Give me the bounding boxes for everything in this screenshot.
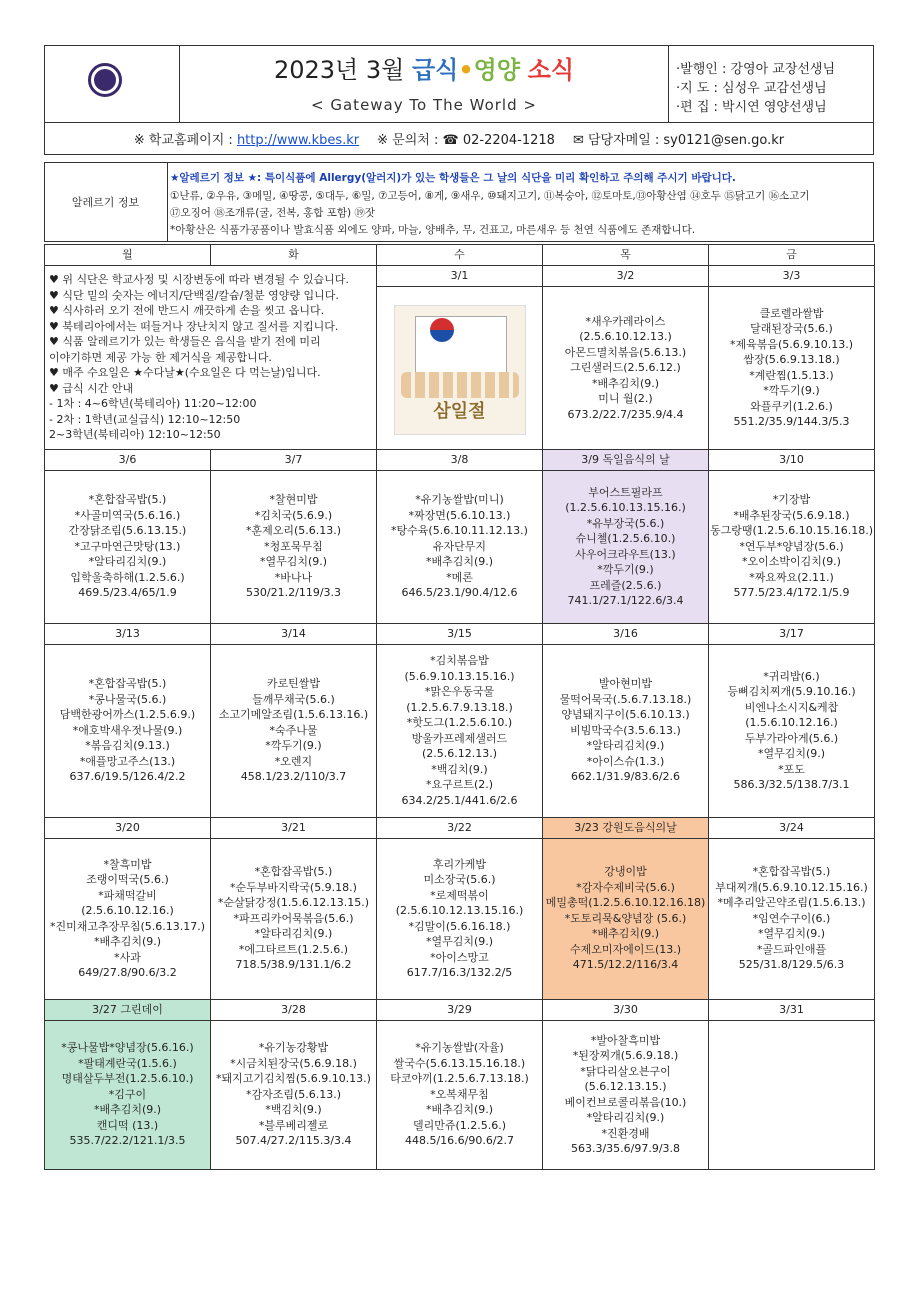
weekday-wed: 수 <box>377 245 543 266</box>
staff-supervisor: ·지 도 : 심성우 교감선생님 <box>676 81 827 96</box>
notice-line: ♥ 식단 밑의 숫자는 에너지/단백질/칼슘/철분 영양량 입니다. <box>49 288 339 302</box>
menu-item: *닭다리살오븐구이 <box>580 1064 671 1078</box>
menu-item: *아이스망고 <box>430 950 489 964</box>
allergy-notice: ★알레르기 정보 ★: 특이식품에 Allergy(알러지)가 있는 학생들은 그 날의 식단을 미리 확인하고 주의해 주시기 바랍니다. <box>170 172 736 184</box>
menu-item: *사골미역국(5.6.16.) <box>74 508 181 522</box>
menu-cell-tue <box>211 470 377 623</box>
menu-item: *연두부*양념장(5.6.) <box>739 539 844 553</box>
menu-item: *콩나물국(5.6.) <box>88 692 167 706</box>
menu-item: 부대찌개(5.6.9.10.12.15.16.) <box>715 880 868 894</box>
menu-item: (1.5.6.10.12.16.) <box>745 716 838 729</box>
menu-item: 쌈장(5.6.9.13.18.) <box>743 353 840 367</box>
menu-item: *포도 <box>778 762 805 776</box>
date-cell-wed: 3/29 <box>377 999 543 1020</box>
menu-cell-fri <box>709 644 875 817</box>
nutrition-values: 741.1/27.1/122.6/3.4 <box>567 594 684 607</box>
menu-cell-mon <box>45 470 211 623</box>
menu-item: *기장밥 <box>772 493 811 507</box>
menu-item: *골드파인애플 <box>756 942 827 956</box>
nutrition-values: 673.2/22.7/235.9/4.4 <box>567 407 684 421</box>
date-cell-fri: 3/10 <box>709 449 875 470</box>
menu-item: *파프리카어묵볶음(5.6.) <box>233 911 354 925</box>
date-cell-tue: 3/28 <box>211 999 377 1020</box>
menu-cell-tue <box>211 838 377 999</box>
menu-item: 조랭이떡국(5.6.) <box>86 873 169 886</box>
menu-item: *순두부바지락국(5.9.18.) <box>230 880 357 894</box>
homepage-label: ※ 학교홈페이지 : <box>133 133 233 148</box>
date-cell-thu: 3/23 강원도음식의날 <box>543 817 709 838</box>
menu-item: 사우어크라우트(13.) <box>575 547 676 561</box>
menu-item: *순살닭강정(1.5.6.12.13.15.) <box>217 896 370 910</box>
menu-item: *배추김치(9.) <box>425 1103 494 1117</box>
menu-item: *계란찜(1.5.13.) <box>749 368 834 382</box>
menu-cell-wed <box>377 1020 543 1169</box>
menu-item: *콩나물밥*양념장(5.6.16.) <box>61 1041 194 1055</box>
menu-item: *김치국(5.6.9.) <box>254 508 333 522</box>
date-cell-thu: 3/9 독일음식의 날 <box>543 449 709 470</box>
menu-item: *고구마연근맛탕(13.) <box>74 539 181 553</box>
menu-cell-tue <box>211 644 377 817</box>
nutrition-values: 637.6/19.5/126.4/2.2 <box>69 770 186 784</box>
allergy-sulfite-note: *아황산은 식품가공품이나 발효식품 외에도 양파, 마늘, 양배추, 무, 건표고, 마른새우 등 천연 식품에도 존재합니다. <box>170 224 696 236</box>
menu-item: *숙주나물 <box>269 723 318 737</box>
menu-item: 방울카프레제샐러드 <box>411 731 508 745</box>
date-cell-wed: 3/15 <box>377 623 543 644</box>
menu-item: *탕수육(5.6.10.11.12.13.) <box>391 524 528 538</box>
nutrition-values: 530/21.2/119/3.3 <box>245 586 342 600</box>
menu-item: *유기농쌀밥(자율) <box>415 1041 504 1055</box>
menu-item: *애플망고주스(13.) <box>79 754 176 768</box>
date-cell-mon: 3/13 <box>45 623 211 644</box>
date-cell-thu: 3/30 <box>543 999 709 1020</box>
menu-item: *파채떡갈비 <box>98 888 157 902</box>
menu-item: *진환경배 <box>601 1126 650 1140</box>
date-cell-fri: 3/3 <box>709 266 875 287</box>
menu-item: *맑은우동국물 <box>424 685 495 698</box>
menu-item: (5.6.9.10.13.15.16.) <box>404 669 515 683</box>
allergy-list-1: ①난류, ②우유, ③메밀, ④땅콩, ⑤대두, ⑥밀, ⑦고등어, ⑧게, ⑨새우, ⑩돼지고기, ⑪복숭아, ⑫토마토,⑬아황산염 ⑭호두 ⑮닭고기 ⑯소고기 <box>170 190 810 202</box>
menu-item: *김말이(5.6.16.18.) <box>408 919 511 933</box>
menu-item: *짜요짜요(2.11.) <box>749 570 834 584</box>
notice-line: 2~3학년(북테리아) 12:10~12:50 <box>49 428 221 441</box>
menu-item: 양념돼지구이(5.6.10.13.) <box>561 708 690 722</box>
menu-item: *백김치(9.) <box>431 762 488 776</box>
menu-item: *팔태계란국(1.5.6.) <box>78 1056 177 1070</box>
people-graphic <box>401 372 519 398</box>
menu-item: 등뼈김치찌개(5.9.10.16.) <box>727 685 856 698</box>
menu-cell-thu <box>543 1020 709 1169</box>
menu-item: *오복채무침 <box>430 1087 489 1101</box>
nutrition-values: 551.2/35.9/144.3/5.3 <box>733 415 850 429</box>
menu-item: *배추김치(9.) <box>591 927 660 941</box>
nutrition-values: 469.5/23.4/65/1.9 <box>78 586 177 600</box>
notice-line: ♥ 북테리아에서는 떠들거나 장난치지 않고 질서를 지킵니다. <box>49 319 339 333</box>
menu-cell-wed <box>377 287 543 449</box>
menu-item: *찰흑미밥 <box>103 857 152 871</box>
date-cell-mon: 3/6 <box>45 449 211 470</box>
menu-item: *짜장면(5.6.10.13.) <box>408 508 511 522</box>
menu-item: *에그타르트(1.2.5.6.) <box>238 942 349 956</box>
menu-item: 그린샐러드(2.5.6.12.) <box>570 361 681 375</box>
menu-item: 명태살두부전(1.2.5.6.10.) <box>61 1072 194 1086</box>
date-cell-thu: 3/16 <box>543 623 709 644</box>
menu-item: *배추된장국(5.6.9.18.) <box>733 508 850 522</box>
menu-item: 동그랑땡(1.2.5.6.10.15.16.18.) <box>709 524 874 538</box>
nutrition-values: 617.7/16.3/132.2/5 <box>406 966 513 979</box>
menu-item: (2.5.6.10.12.13.) <box>579 330 672 344</box>
nutrition-values: 507.4/27.2/115.3/3.4 <box>235 1134 352 1148</box>
menu-item: *감자조림(5.6.13.) <box>245 1087 342 1101</box>
menu-item: *혼합잡곡밥(5.) <box>88 493 167 507</box>
nutrition-values: 577.5/23.4/172.1/5.9 <box>733 586 850 600</box>
title-part-3: 영양 <box>473 56 521 84</box>
date-cell-fri: 3/31 <box>709 999 875 1020</box>
menu-item: *도토리묵&양념장 (5.6.) <box>564 911 687 925</box>
menu-row <box>45 838 875 999</box>
contact-bar <box>44 123 874 155</box>
menu-cell-tue <box>211 1020 377 1169</box>
menu-item: *메추리알곤약조림(1.5.6.13.) <box>717 896 866 910</box>
notice-line: - 1차 : 4~6학년(북테리아) 11:20~12:00 <box>49 397 257 410</box>
weekday-thu: 목 <box>543 245 709 266</box>
nutrition-values: 586.3/32.5/138.7/3.1 <box>733 778 850 791</box>
menu-item: 미소장국(5.6.) <box>423 873 496 886</box>
menu-item: *열무김치(9.) <box>259 555 328 569</box>
menu-item: *김구이 <box>108 1087 147 1101</box>
menu-item: 달래된장국(5.6.) <box>750 322 833 336</box>
menu-item: *깍두기(9.) <box>265 739 322 753</box>
date-cell-thu: 3/2 <box>543 266 709 287</box>
nutrition-values: 563.3/35.6/97.9/3.8 <box>570 1142 681 1155</box>
nutrition-values: 525/31.8/129.5/6.3 <box>738 958 845 972</box>
menu-item: *유기농쌀밥(미니) <box>415 493 504 507</box>
title-part-2: • <box>458 56 474 84</box>
menu-item: *깍두기(9.) <box>763 384 820 398</box>
menu-cell-mon <box>45 1020 211 1169</box>
flag-icon <box>415 316 507 378</box>
menu-item: (2.5.6.10.12.13.15.16.) <box>395 904 524 917</box>
menu-item: *혼합잡곡밥(5.) <box>254 865 333 879</box>
menu-cell-thu <box>543 644 709 817</box>
menu-item: *알타리김치(9.) <box>586 739 665 753</box>
email-label: ✉ 담당자메일 : <box>572 133 660 148</box>
menu-item: 베이컨브로콜리볶음(10.) <box>564 1095 687 1109</box>
menu-item: *임연수구이(6.) <box>752 911 831 925</box>
menu-row <box>45 1020 875 1169</box>
menu-item: *배추김치(9.) <box>93 935 162 948</box>
date-cell-tue: 3/21 <box>211 817 377 838</box>
allergy-list-2: ⑰오징어 ⑱조개류(굴, 전복, 홍합 포함) ⑲잣 <box>170 207 376 219</box>
menu-item: 미니 월(2.) <box>598 392 653 406</box>
independence-day-illustration <box>394 305 526 435</box>
nutrition-values: 646.5/23.1/90.4/12.6 <box>401 586 518 600</box>
menu-item: 캔디떡 (13.) <box>96 1118 159 1132</box>
notice-line: ♥ 식품 알레르기가 있는 학생들은 음식을 받기 전에 미리 <box>49 335 321 348</box>
menu-cell-fri <box>709 287 875 449</box>
menu-item: *시금치된장국(5.6.9.18.) <box>230 1056 357 1070</box>
phone-group <box>377 129 555 148</box>
phone-number: ☎ 02-2204-1218 <box>442 133 555 148</box>
menu-item: *김치볶음밥 <box>430 654 489 667</box>
menu-item: 물떡어묵국(.5.6.7.13.18.) <box>559 692 692 706</box>
date-cell-tue: 3/14 <box>211 623 377 644</box>
menu-item: *유기농강황밥 <box>258 1041 329 1055</box>
menu-item: 입학울축하해(1.2.5.6.) <box>70 570 185 584</box>
menu-item: *유부장국(5.6.) <box>586 516 665 530</box>
date-row <box>45 999 875 1020</box>
menu-item: *핫도그(1.2.5.6.10.) <box>406 716 513 729</box>
menu-item: *배추김치(9.) <box>93 1103 162 1117</box>
date-cell-wed: 3/1 <box>377 266 543 287</box>
menu-item: 클로렐라쌀밥 <box>759 306 824 320</box>
menu-item: *백김치(9.) <box>265 1103 322 1117</box>
homepage-group <box>134 129 359 148</box>
menu-item: 소고기메알조림(1.5.6.13.16.) <box>218 708 369 722</box>
menu-item: *로제떡볶이 <box>430 888 489 902</box>
menu-item: *혼합잡곡밥(5.) <box>752 865 831 879</box>
title-part-1: 급식 <box>411 56 459 84</box>
menu-item: 카로틴쌀밥 <box>266 677 321 691</box>
menu-item: *제육볶음(5.6.9.10.13.) <box>729 337 854 351</box>
menu-item: *된장찌개(5.6.9.18.) <box>572 1049 679 1062</box>
menu-item: 담백한광어까스(1.2.5.6.9.) <box>59 708 196 722</box>
staff-publisher: ·발행인 : 강영아 교장선생님 <box>676 62 836 77</box>
menu-item: 메밀총떡(1.2.5.6.10.12.16.18) <box>545 896 706 910</box>
date-row <box>45 266 875 287</box>
menu-cell-thu <box>543 287 709 449</box>
menu-item: *훈제오리(5.6.13.) <box>245 524 342 538</box>
date-cell-tue: 3/7 <box>211 449 377 470</box>
menu-item: *아이스슈(1.3.) <box>586 754 665 768</box>
menu-item: 타코야끼(1.2.5.6.7.13.18.) <box>390 1072 529 1086</box>
menu-item: 슈니첼(1.2.5.6.10.) <box>575 532 676 545</box>
menu-item: 비빔막국수(3.5.6.13.) <box>570 723 681 737</box>
date-cell-wed: 3/8 <box>377 449 543 470</box>
menu-item: 비엔나소시지&케찹 <box>744 700 839 714</box>
menu-item: 부어스트필라프 <box>588 485 663 499</box>
menu-cell-wed <box>377 644 543 817</box>
menu-cell-mon <box>45 644 211 817</box>
nutrition-values: 662.1/31.9/83.6/2.6 <box>570 770 681 784</box>
phone-label: ※ 문의처 : <box>377 133 439 148</box>
page-title <box>180 50 668 85</box>
menu-item: 들깨무채국(5.6.) <box>252 692 335 706</box>
menu-item: *알타리김치(9.) <box>88 555 167 569</box>
menu-item: *찰현미밥 <box>269 493 318 507</box>
menu-item: *청포묵무침 <box>264 539 323 553</box>
menu-cell-fri <box>709 1020 875 1169</box>
email-address[interactable]: sy0121@sen.go.kr <box>663 133 785 148</box>
menu-calendar <box>44 244 875 1170</box>
menu-item: 후리가케밥 <box>432 857 487 871</box>
taegeuk-icon <box>430 318 454 342</box>
menu-cell-wed <box>377 838 543 999</box>
menu-row <box>45 470 875 623</box>
date-cell-mon: 3/27 그린데이 <box>45 999 211 1020</box>
menu-item: (2.5.6.12.13.) <box>421 747 498 760</box>
menu-item: *오이소박이김치(9.) <box>742 555 841 569</box>
menu-item: (2.5.6.10.12.16.) <box>81 904 174 917</box>
email-group <box>573 129 784 148</box>
menu-item: *열무김치(9.) <box>757 747 826 760</box>
menu-cell-mon <box>45 838 211 999</box>
date-row <box>45 817 875 838</box>
nutrition-values: 448.5/16.6/90.6/2.7 <box>404 1134 515 1148</box>
menu-item: 유자단무지 <box>432 539 487 553</box>
school-logo <box>88 63 122 97</box>
date-cell-fri: 3/17 <box>709 623 875 644</box>
menu-row <box>45 644 875 817</box>
page-subtitle: < Gateway To The World > <box>311 96 537 114</box>
menu-item: 강냉이밥 <box>604 865 647 879</box>
homepage-link[interactable]: http://www.kbes.kr <box>236 133 360 148</box>
menu-item: *바나나 <box>274 570 313 584</box>
nutrition-values: 471.5/12.2/116/3.4 <box>572 958 679 972</box>
menu-item: *발아찰흑미밥 <box>590 1033 661 1047</box>
menu-item: 수제오미자에이드(13.) <box>569 942 682 956</box>
menu-item: 프레즐(2.5.6.) <box>589 578 662 592</box>
notice-line: ♥ 매주 수요일은 ★수다날★(수요일은 다 먹는날)입니다. <box>49 366 321 379</box>
menu-item: 발아현미밥 <box>598 677 653 691</box>
weekday-tue: 화 <box>211 245 377 266</box>
menu-item: 와플쿠키(1.2.6.) <box>750 399 833 413</box>
menu-item: *알타리김치(9.) <box>586 1111 665 1124</box>
menu-item: *요구르트(2.) <box>425 778 494 791</box>
menu-item: (5.6.12.13.15.) <box>584 1080 667 1093</box>
menu-item: *감자수제비국(5.6.) <box>576 880 675 894</box>
menu-item: *열무김치(9.) <box>425 935 494 948</box>
menu-cell-fri <box>709 838 875 999</box>
menu-item: *애호박새우젓나물(9.) <box>72 723 183 737</box>
menu-item: *깍두기(9.) <box>597 563 654 576</box>
notice-line: 이야기하면 제공 가능 한 제거식을 제공합니다. <box>49 350 272 364</box>
weekday-header-row <box>45 245 875 266</box>
menu-item: *알타리김치(9.) <box>254 927 333 941</box>
nutrition-values: 535.7/22.2/121.1/3.5 <box>69 1134 186 1148</box>
menu-item: *열무김치(9.) <box>757 927 826 941</box>
notice-box <box>45 266 377 450</box>
menu-cell-thu <box>543 470 709 623</box>
staff-editor: ·편 집 : 박시연 영양선생님 <box>676 100 827 115</box>
date-cell-wed: 3/22 <box>377 817 543 838</box>
menu-item: *돼지고기김치찜(5.6.9.10.13.) <box>216 1072 371 1086</box>
menu-cell-wed <box>377 470 543 623</box>
menu-item: *블루베리젤로 <box>258 1118 329 1132</box>
title-part-4: 소식 <box>527 56 575 84</box>
menu-item: *볶음김치(9.13.) <box>85 739 170 753</box>
menu-item: 쌀국수(5.6.13.15.16.18.) <box>393 1056 526 1070</box>
menu-item: (1.2.5.6.10.13.15.16.) <box>565 501 686 514</box>
menu-item: *배추김치(9.) <box>425 555 494 569</box>
menu-cell-fri <box>709 470 875 623</box>
menu-item: *진미채고추장무침(5.6.13.17.) <box>49 919 206 933</box>
nutrition-values: 649/27.8/90.6/3.2 <box>78 966 177 979</box>
allergy-label: 알레르기 정보 <box>44 162 168 242</box>
weekday-mon: 월 <box>45 245 211 266</box>
nutrition-values: 718.5/38.9/131.1/6.2 <box>235 958 352 972</box>
illustration-label: 삼일절 <box>433 400 486 422</box>
menu-item: 아몬드멸치볶음(5.6.13.) <box>564 345 687 359</box>
notice-line: ♥ 급식 시간 안내 <box>49 381 134 395</box>
menu-cell-thu <box>543 838 709 999</box>
title-year: 2023년 3월 <box>273 56 405 84</box>
menu-item: *귀리밥(6.) <box>763 669 820 683</box>
notice-line: - 2차 : 1학년(교실급식) 12:10~12:50 <box>49 412 241 426</box>
date-cell-fri: 3/24 <box>709 817 875 838</box>
notice-line: ♥ 식사하러 오기 전에 반드시 깨끗하게 손을 씻고 옵니다. <box>49 304 325 317</box>
notice-line: ♥ 위 식단은 학교사정 및 시장변동에 따라 변경될 수 있습니다. <box>49 273 349 286</box>
weekday-fri: 금 <box>709 245 875 266</box>
menu-item: (1.2.5.6.7.9.13.18.) <box>406 700 513 714</box>
menu-item: *배추김치(9.) <box>591 376 660 390</box>
date-row <box>45 449 875 470</box>
menu-item: 두부가라아게(5.6.) <box>744 731 839 745</box>
nutrition-values: 634.2/25.1/441.6/2.6 <box>401 793 518 807</box>
date-row <box>45 623 875 644</box>
date-cell-mon: 3/20 <box>45 817 211 838</box>
menu-item: *사과 <box>114 950 141 964</box>
menu-item: *오렌지 <box>274 754 313 768</box>
nutrition-values: 458.1/23.2/110/3.7 <box>240 770 347 784</box>
menu-item: *메론 <box>446 570 473 584</box>
menu-item: 간장닭조림(5.6.13.15.) <box>68 524 187 538</box>
menu-item: *혼합잡곡밥(5.) <box>88 677 167 691</box>
menu-item: 델리만쥬(1.2.5.6.) <box>412 1118 507 1132</box>
menu-item: *새우카레라이스 <box>585 314 666 328</box>
